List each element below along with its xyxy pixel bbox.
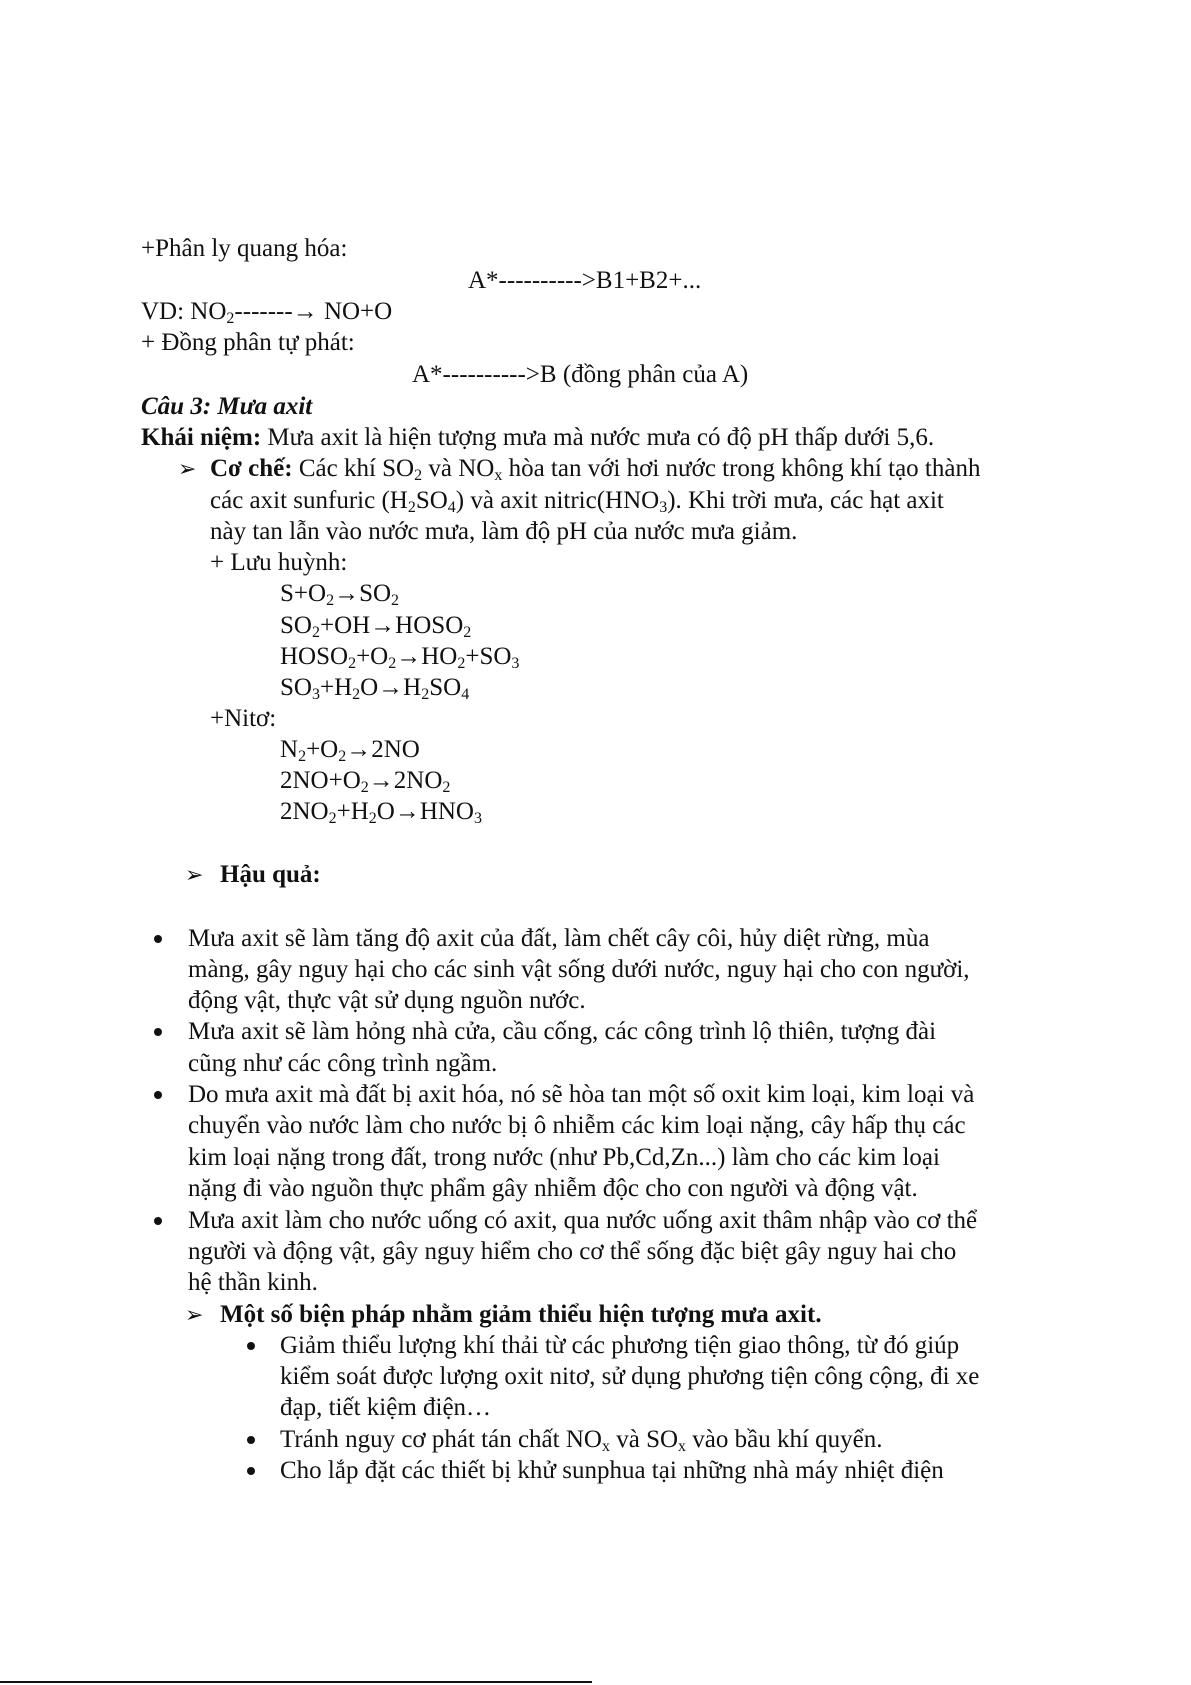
bullet-icon <box>247 1467 255 1475</box>
bullet-icon <box>247 1436 255 1444</box>
mechanism-line-2: các axit sunfuric $(H_2SO_4)$ và axit $nitric(HNO_3)$. Khi trời mưa, các hạt axit <box>210 487 944 516</box>
sulfur-equation: $S+O_2\to SO_2$ <box>280 580 400 609</box>
photolysis-formula: A*---------->B1+B2+... <box>468 267 702 294</box>
consequence-line: Mưa axit sẽ làm hỏng nhà cửa, cầu cống, các công trình lộ thiên, tượng đài <box>188 1018 937 1045</box>
isomer-formula: A*---------->B (đồng phân của A) <box>412 361 749 388</box>
bullet-icon <box>154 935 162 943</box>
arrowhead-bullet-icon: ➢ <box>185 862 204 887</box>
nitrogen-equation: $N_2+O_2\to 2NO$ <box>280 736 420 765</box>
consequence-line: người và động vật, gây nguy hiểm cho cơ thể sống đặc biệt gây nguy hai cho <box>188 1238 957 1265</box>
arrowhead-bullet-icon: ➢ <box>178 456 197 481</box>
consequence-line: cũng như các công trình ngầm. <box>188 1050 498 1077</box>
sulfur-equation: $HOSO_2+O_2\to HO_2+SO_3$ <box>280 643 520 672</box>
consequences-heading: Hậu quả: <box>220 861 321 888</box>
measure-line: Tránh nguy cơ phát tán chất $NO_x$ và $SO_x$ vào bầu khí quyển. <box>280 1426 883 1455</box>
consequence-line: Mưa axit sẽ làm tăng độ axit của đất, làm chết cây côi, hủy diệt rừng, mùa <box>188 925 930 952</box>
photolysis-heading: +Phân ly quang hóa: <box>141 235 348 262</box>
nitrogen-heading: +Nitơ: <box>210 705 277 732</box>
consequence-line: màng, gây nguy hại cho các sinh vật sống dưới nước, nguy hại cho con người, <box>188 956 970 983</box>
footer-divider <box>0 1681 592 1683</box>
bullet-icon <box>154 1091 162 1099</box>
consequence-line: chuyển vào nước làm cho nước bị ô nhiễm các kim loại nặng, cây hấp thụ các <box>188 1112 966 1139</box>
consequence-line: động vật, thực vật sử dụng nguồn nước. <box>188 987 586 1014</box>
sulfur-equation: $SO_2+OH\to HOSO_2$ <box>280 612 472 641</box>
bullet-icon <box>154 1217 162 1225</box>
right-arrow-icon: → <box>292 298 318 325</box>
section-title: Câu 3: Mưa axit <box>141 393 313 420</box>
concept-paragraph: Khái niệm: Mưa axit là hiện tượng mưa mà nước mưa có độ pH thấp dưới 5,6. <box>141 424 935 451</box>
measure-line: Cho lắp đặt các thiết bị khử sunphua tại những nhà máy nhiệt điện <box>280 1457 944 1484</box>
consequence-line: Mưa axit làm cho nước uống có axit, qua nước uống axit thâm nhập vào cơ thể <box>188 1207 978 1234</box>
sulfur-equation: $SO_3+H_2O\to H_2SO_4$ <box>280 674 470 703</box>
consequence-line: kim loại nặng trong đất, trong nước (như Pb,Cd,Zn...) làm cho các kim loại <box>188 1144 940 1171</box>
measure-line: đạp, tiết kiệm điện… <box>280 1394 492 1421</box>
measure-line: Giảm thiểu lượng khí thải từ các phương tiện giao thông, từ đó giúp <box>280 1332 960 1359</box>
photolysis-example: VD: $NO_2-------\to NO+O$ <box>141 298 393 327</box>
mechanism-line-3: này tan lẫn vào nước mưa, làm độ pH của nước mưa giảm. <box>210 518 798 545</box>
sulfur-heading: + Lưu huỳnh: <box>210 549 348 576</box>
nitrogen-equation: $2NO_2+H_2O\to HNO_3$ <box>280 798 482 827</box>
consequence-line: Do mưa axit mà đất bị axit hóa, nó sẽ hòa tan một số oxit kim loại, kim loại và <box>188 1081 975 1108</box>
measure-line: kiểm soát được lượng oxit nitơ, sử dụng phương tiện công cộng, đi xe <box>280 1363 980 1390</box>
bullet-icon <box>154 1028 162 1036</box>
consequence-line: nặng đi vào nguồn thực phẩm gây nhiễm độc cho con người và động vật. <box>188 1175 918 1202</box>
bullet-icon <box>247 1342 255 1350</box>
consequence-line: hệ thần kinh. <box>188 1269 318 1296</box>
mechanism-line-1: Cơ chế: Các khí $SO_2$ và $NO_x$ hòa tan với hơi nước trong không khí tạo thành <box>210 455 981 484</box>
isomer-heading: + Đồng phân tự phát: <box>141 329 355 356</box>
nitrogen-equation: $2NO+O_2\to 2NO_2$ <box>280 767 451 796</box>
arrowhead-bullet-icon: ➢ <box>185 1302 204 1327</box>
measures-heading: Một số biện pháp nhằm giảm thiểu hiện tượng mưa axit. <box>220 1301 822 1328</box>
